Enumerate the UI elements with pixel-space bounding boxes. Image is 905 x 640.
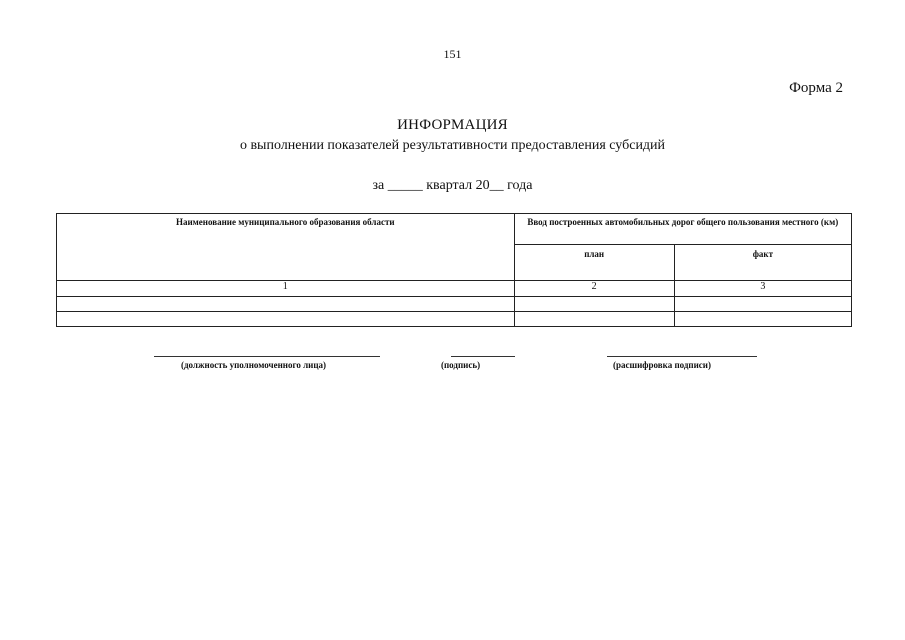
decoding-signature-line [607,356,757,357]
column-number: 3 [674,281,851,297]
table-cell [514,297,674,312]
document-subtitle: о выполнении показателей результативности предоставления субсидий [239,138,666,153]
table-row [57,312,852,327]
signature-line [451,356,515,357]
header-plan: план [514,245,674,281]
header-road-commissioning: Ввод построенных автомобильных дорог общего пользования местного (км) [514,214,851,245]
table-cell [57,297,515,312]
table-cell [674,312,851,327]
decoding-caption: (расшифровка подписи) [613,360,711,370]
header-fact: факт [674,245,851,281]
table-row [57,297,852,312]
table-cell [674,297,851,312]
column-number-row [57,281,852,297]
column-number: 1 [57,281,515,297]
page-number: 151 [443,47,462,61]
position-signature-line [154,356,380,357]
header-municipality: Наименование муниципального образования области [57,214,515,281]
form-label: Форма 2 [789,80,843,96]
reporting-period: за _____ квартал 20__ года [372,178,533,193]
table-cell [514,312,674,327]
table-cell [57,312,515,327]
signature-caption: (подпись) [441,360,481,370]
position-caption: (должность уполномоченного лица) [181,360,326,370]
document-title: ИНФОРМАЦИЯ [397,117,508,133]
column-number: 2 [514,281,674,297]
report-table [56,213,852,327]
